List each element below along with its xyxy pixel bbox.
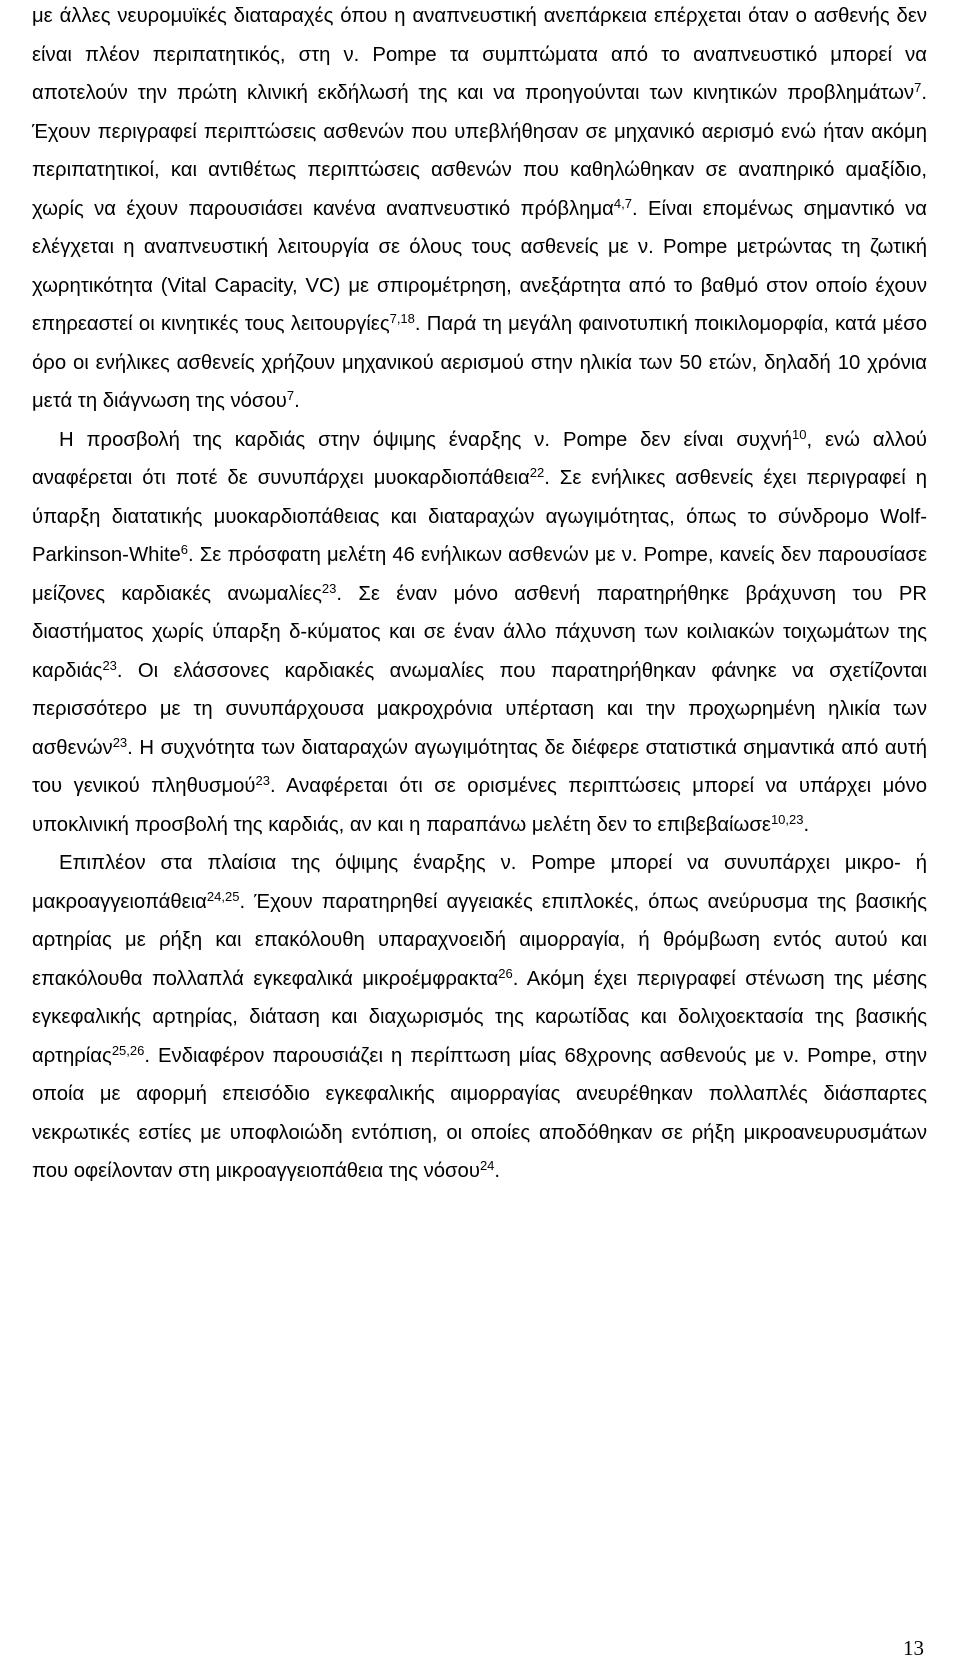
paragraph-text: . Σε πρόσφατη μελέτη 46 ενήλικων ασθενών με ν. Pompe, κανείς δεν παρουσίασε μείζονες καρδιακές ανωμαλίες bbox=[32, 544, 927, 605]
citation-reference: 7 bbox=[914, 80, 922, 95]
paragraph-cardiac-involvement bbox=[32, 421, 927, 845]
paragraph-text: . Είναι επομένως σημαντικό να ελέγχεται η αναπνευστική λειτουργία σε όλους τους ασθενείς με ν. Pompe μετρώντας τη ζωτική χωρητικότητα (Vital Capacity, VC) με σπιρομέτρηση, ανεξάρτητα από το βαθμό στον οποίο έχουν επηρεαστεί οι κινητικές τους λειτουργίες bbox=[32, 197, 927, 335]
citation-reference: 10 bbox=[792, 426, 807, 442]
citation-reference: 7 bbox=[286, 388, 295, 403]
paragraph-text: . Ακόμη έχει περιγραφεί στένωση της μέσης εγκεφαλικής αρτηρίας, διάταση και διαχωρισμός της καρωτίδας και δολιχοεκτασία της βασικής αρτηρίας bbox=[32, 967, 928, 1067]
paragraph-text: . Έχουν παρατηρηθεί αγγειακές επιπλοκές, όπως ανεύρυσμα της βασικής αρτηρίας με ρήξη και επακόλουθη υπαραχνοειδή αιμορραγία, ή θρόμβωση εντός αυτού και επακόλουθα πολλαπλά εγκεφαλικά μικροέμφρακτα bbox=[32, 890, 927, 990]
paragraph-text: . Αναφέρεται ότι σε ορισμένες περιπτώσεις μπορεί να υπάρχει μόνο υποκλινική προσβολή της καρδιάς, αν και η παραπάνω μελέτη δεν το επιβεβαίωσε bbox=[32, 775, 927, 836]
citation-reference: 24 bbox=[479, 1158, 495, 1173]
citation-reference: 23 bbox=[112, 734, 128, 750]
paragraph-text: . Η συχνότητα των διαταραχών αγωγιμότητας δε διέφερε στατιστικά σημαντικά από αυτή του γενικού πληθυσμού bbox=[32, 736, 927, 797]
paragraph-text: . Σε ενήλικες ασθενείς έχει περιγραφεί η ύπαρξη διατατικής μυοκαρδιοπάθειας και διαταραχών αγωγιμότητας, όπως το σύνδρομο Wolf-Parkinson-White bbox=[32, 467, 927, 566]
paragraph-text: . Ενδιαφέρον παρουσιάζει η περίπτωση μίας 68χρονης ασθενούς με ν. Pompe, στην οποία με αφορμή επεισόδιο εγκεφαλικής αιμορραγίας ανευρέθηκαν πολλαπλές διάσπαρτες νεκρωτικές εστίες με υποφλοιώδη εντόπιση, οι οποίες αποδόθηκαν σε ρήξη μικροανευρυσμάτων που οφείλονταν στη μικροαγγειοπάθεια της νόσου bbox=[32, 1044, 927, 1182]
paragraph-respiratory-involvement bbox=[32, 0, 927, 421]
paragraph-text: . bbox=[494, 1160, 501, 1182]
paragraph-text: Επιπλέον στα πλαίσια της όψιμης έναρξης ν. Pompe μπορεί να συνυπάρχει μικρο- ή μακροαγγειοπάθεια bbox=[32, 852, 927, 913]
page-number: 13 bbox=[903, 1636, 924, 1660]
paragraph-text: . Έχουν περιγραφεί περιπτώσεις ασθενών που υπεβλήθησαν σε μηχανικό αερισμό ενώ ήταν ακόμη περιπατητικοί, και αντιθέτως περιπτώσεις ασθενών που καθηλώθηκαν σε αναπηρικό αμαξίδιο, χωρίς να έχουν παρουσιάσει κανένα αναπνευστικό πρόβλημα bbox=[32, 82, 927, 220]
paragraph-text: . Οι ελάσσονες καρδιακές ανωμαλίες που παρατηρήθηκαν φάνηκε να σχετίζονται περισσότερο με τη συνυπάρχουσα μακροχρόνια υπέρταση και την προχωρημένη ηλικία των ασθενών bbox=[32, 659, 927, 759]
document-page bbox=[32, 0, 927, 1191]
citation-reference: 22 bbox=[529, 465, 545, 480]
paragraph-text: . Σε έναν μόνο ασθενή παρατηρήθηκε βράχυνση του PR διαστήματος χωρίς ύπαρξη δ-κύματος και σε έναν άλλο πάχυνση των κοιλιακών τοιχωμάτων της καρδιάς bbox=[32, 582, 927, 682]
citation-reference: 7,18 bbox=[389, 311, 415, 326]
paragraph-text: Η προσβολή της καρδιάς στην όψιμης έναρξης ν. Pompe δεν είναι συχνή bbox=[59, 428, 792, 451]
citation-reference: 6 bbox=[180, 542, 189, 557]
paragraph-text: . Παρά τη μεγάλη φαινοτυπική ποικιλομορφία, κατά μέσο όρο οι ενήλικες ασθενείς χρήζουν μηχανικού αερισμού στην ηλικία των 50 ετών, δηλαδή 10 χρόνια μετά τη διάγνωση της νόσου bbox=[32, 313, 927, 412]
citation-reference: 26 bbox=[498, 965, 513, 981]
citation-reference: 23 bbox=[321, 580, 337, 596]
citation-reference: 23 bbox=[102, 657, 117, 673]
citation-reference: 23 bbox=[255, 773, 270, 788]
paragraph-text: με άλλες νευρομυϊκές διαταραχές όπου η αναπνευστική ανεπάρκεια επέρχεται όταν ο ασθενής δεν είναι πλέον περιπατητικός, στη ν. Pompe τα συμπτώματα από το αναπνευστικό μπορεί να αποτελούν την πρώτη κλινική εκδήλωσή της και να προηγούνται των κινητικών προβλημάτων bbox=[32, 5, 927, 104]
citation-reference: 10,23 bbox=[770, 811, 804, 827]
paragraph-text: , ενώ αλλού αναφέρεται ότι ποτέ δε συνυπάρχει μυοκαρδιοπάθεια bbox=[32, 428, 927, 489]
paragraph-text: . bbox=[803, 813, 810, 836]
citation-reference: 25,26 bbox=[111, 1042, 145, 1058]
paragraph-text: . bbox=[294, 390, 300, 412]
paragraph-vascular-complications bbox=[32, 844, 927, 1191]
citation-reference: 24,25 bbox=[206, 888, 240, 904]
citation-reference: 4,7 bbox=[613, 195, 632, 211]
